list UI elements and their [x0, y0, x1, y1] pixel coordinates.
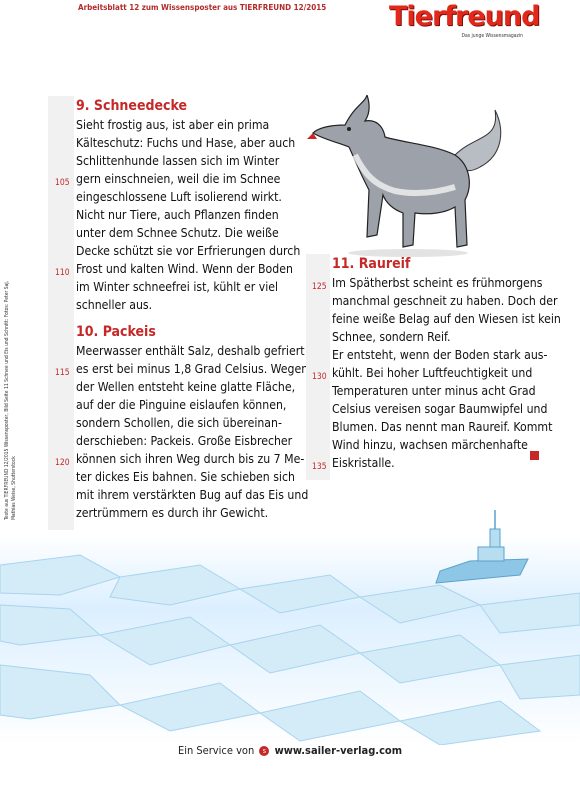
sailer-badge-icon: s: [259, 746, 269, 756]
text-line: Meerwasser enthält Salz, deshalb gefriert: [76, 344, 305, 358]
section-raureif: [312, 254, 570, 472]
text-line: zertrümmern es durch ihr Gewicht.: [76, 506, 269, 520]
text-line: 125 Im Spätherbst scheint es frühmorgens: [332, 274, 570, 292]
publisher-link[interactable]: www.sailer-verlag.com: [274, 744, 403, 757]
footer-prefix: Ein Service von: [177, 744, 255, 757]
section-title: 11. Raureif: [332, 256, 411, 272]
line-number: 115: [55, 368, 70, 378]
text-line: Wind hinzu, wachsen märchenhafte: [332, 438, 528, 452]
text-line: Schnee, sondern Reif.: [332, 330, 451, 344]
footer: [0, 744, 580, 757]
text-line: sondern Schollen, die sich übereinan-: [76, 416, 282, 430]
line-number: 130: [312, 372, 327, 382]
text-line: 135 Eiskristalle.: [332, 454, 570, 472]
section-title: 10. Packeis: [76, 324, 156, 340]
section-schneedecke: [55, 96, 316, 314]
text-line: der Wellen entsteht keine glatte Fläche,: [76, 380, 296, 394]
text-line: Temperaturen unter minus acht Grad: [332, 384, 536, 398]
text-line: manchmal geschneit zu haben. Doch der: [332, 294, 558, 308]
text-line: 110 Frost und kalten Wind. Wenn der Boden: [76, 260, 316, 278]
left-column: [48, 96, 316, 530]
text-line: Kälteschutz: Fuchs und Hase, aber auch: [76, 136, 296, 150]
text-line: derschieben: Packeis. Große Eisbrecher: [76, 434, 293, 448]
logo-wordmark: Tierfreund: [389, 1, 540, 32]
section-title: 9. Schneedecke: [76, 98, 188, 114]
husky-illustration: [305, 95, 510, 260]
logo-tagline: Das junge Wissensmagazin: [461, 33, 523, 39]
line-number: 120: [55, 458, 70, 468]
text-line: Celsius vereisen sogar Baumwipfel und: [332, 402, 548, 416]
text-line: auf der die Pinguine eislaufen können,: [76, 398, 287, 412]
text-line: schneller aus.: [76, 298, 153, 312]
text-line: feine weiße Belag auf den Wiesen ist kein: [332, 312, 561, 326]
text-line: 120 können sich ihren Weg durch bis zu 7 Me-: [76, 450, 316, 468]
end-marker: [530, 451, 539, 460]
text-line: 115 es erst bei minus 1,8 Grad Celsius. Wegen: [76, 360, 316, 378]
line-number: 135: [312, 462, 327, 472]
text-line: mit ihrem verstärkten Bug auf das Eis und: [76, 488, 309, 502]
text-line: Schlittenhunde lassen sich im Winter: [76, 154, 280, 168]
text-line: Blumen. Das nennt man Raureif. Kommt: [332, 420, 553, 434]
side-credit: Texte aus TIERFREUND 12/2015 Wissensposter, Bild Seite 11 Schnee und Eis und Schnitt: Fotos: Peter Saj, Mathias Weise, Shutterstock: [4, 280, 17, 520]
text-line: 105 gern einschneien, weil die im Schnee: [76, 170, 316, 188]
right-column: [306, 254, 570, 480]
worksheet-header: Arbeitsblatt 12 zum Wissensposter aus TIERFREUND 12/2015: [78, 3, 327, 12]
tierfreund-logo: [389, 1, 540, 40]
line-number: 110: [55, 268, 70, 278]
text-line: Decke schützt sie vor Erfrierungen durch: [76, 244, 301, 258]
packeis-illustration: [0, 505, 580, 745]
text-line: Er entsteht, wenn der Boden stark aus-: [332, 348, 548, 362]
text-line: Nicht nur Tiere, auch Pflanzen finden: [76, 208, 279, 222]
text-line: ter dickes Eis bahnen. Sie schieben sich: [76, 470, 295, 484]
line-number: 125: [312, 282, 327, 292]
line-number: 105: [55, 178, 70, 188]
text-line: eingeschlossene Luft isolierend wirkt.: [76, 190, 282, 204]
text-line: unter dem Schnee Schutz. Die weiße: [76, 226, 279, 240]
text-line: im Winter schneefrei ist, kühlt er viel: [76, 280, 279, 294]
section-packeis: [55, 322, 316, 522]
text-line: Sieht frostig aus, ist aber ein prima: [76, 118, 270, 132]
text-line: 130 kühlt. Bei hoher Luftfeuchtigkeit und: [332, 364, 570, 382]
